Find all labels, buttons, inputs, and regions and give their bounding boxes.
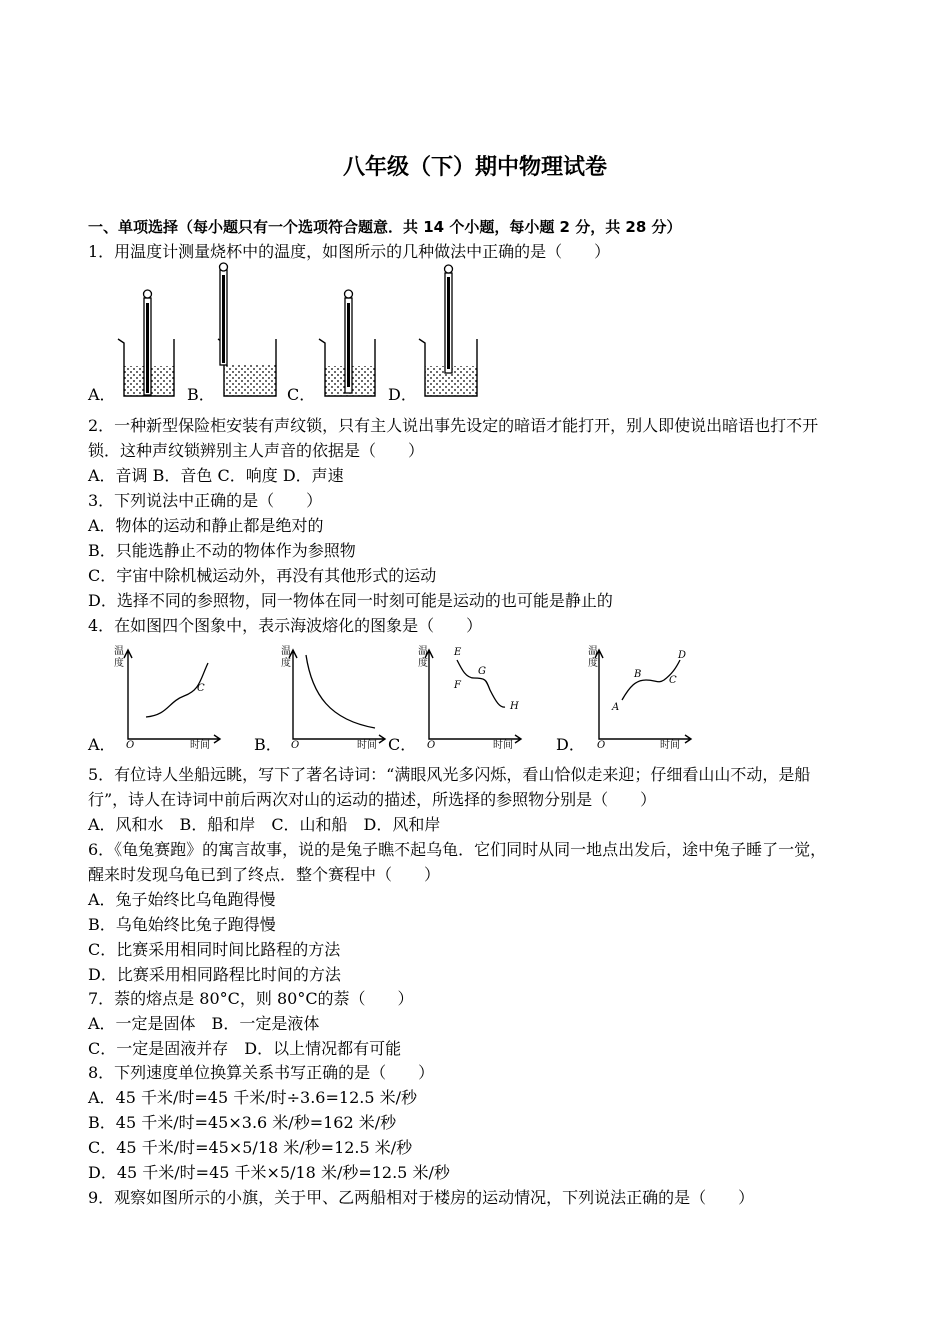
- question-6-stem-line2: 醒来时发现乌龟已到了终点．整个赛程中（ ）: [88, 865, 441, 884]
- q7-options-ab: A．一定是固体 B．一定是液体: [88, 1014, 320, 1033]
- q1-option-b-label: B．: [187, 385, 215, 404]
- section-heading: 一、单项选择（每小题只有一个选项符合题意．共 14 个小题，每小题 2 分，共 28 分）: [88, 218, 682, 236]
- question-7-stem: 7．萘的熔点是 80°C，则 80°C的萘（ ）: [88, 989, 414, 1008]
- question-4-stem: 4．在如图四个图象中，表示海波熔化的图象是（ ）: [88, 616, 483, 635]
- graph-c-ylabel-bottom: 度: [418, 658, 428, 669]
- graph-c-label-f: F: [454, 680, 461, 691]
- graph-b-origin: O: [291, 740, 300, 751]
- q6-option-c: C．比赛采用相同时间比路程的方法: [88, 940, 341, 959]
- question-2-stem-line1: 2．一种新型保险柜安装有声纹锁，只有主人说出事先设定的暗语才能打开，别人即使说出暗语也打不开: [88, 416, 819, 435]
- graph-a-label-c: C: [197, 683, 205, 694]
- question-8-stem: 8．下列速度单位换算关系书写正确的是（ ）: [88, 1063, 435, 1082]
- q4-option-a-label: A．: [88, 735, 116, 754]
- graph-a-origin: O: [126, 740, 135, 751]
- q3-option-c: C．宇宙中除机械运动外，再没有其他形式的运动: [88, 566, 437, 585]
- graph-b-curve: [306, 655, 375, 728]
- q4-option-d-label: D．: [556, 735, 585, 754]
- q8-option-a: A．45 千米/时=45 千米/时÷3.6=12.5 米/秒: [88, 1088, 417, 1107]
- question-9-stem: 9．观察如图所示的小旗，关于甲、乙两船相对于楼房的运动情况，下列说法正确的是（ ）: [88, 1188, 755, 1207]
- graph-d-ylabel-bottom: 度: [588, 658, 598, 669]
- graph-c-origin: O: [427, 740, 436, 751]
- q1-beaker-figures: [0, 265, 950, 405]
- graph-a-ylabel-bottom: 度: [114, 658, 124, 669]
- q1-option-c-label: C．: [287, 385, 316, 404]
- question-3-stem: 3．下列说法中正确的是（ ）: [88, 491, 323, 510]
- page-title: 八年级（下）期中物理试卷: [342, 155, 607, 180]
- graph-d-xlabel: 时间: [660, 740, 680, 751]
- beaker-c-diagram: [319, 290, 375, 396]
- graph-c-ylabel-top: 温: [418, 646, 428, 657]
- question-6-stem-line1: 6．《龟兔赛跑》的寓言故事，说的是兔子瞧不起乌龟．它们同时从同一地点出发后，途中兔子睡了一觉，: [88, 840, 827, 859]
- q7-options-cd: C．一定是固液并存 D．以上情况都有可能: [88, 1039, 402, 1058]
- graph-c-label-e: E: [454, 647, 462, 658]
- q1-option-d-label: D．: [388, 385, 417, 404]
- graph-c: [418, 645, 521, 751]
- graph-b-ylabel-bottom: 度: [281, 658, 291, 669]
- question-1-stem: 1．用温度计测量烧杯中的温度，如图所示的几种做法中正确的是（ ）: [88, 242, 611, 261]
- q1-option-a-label: A．: [88, 385, 116, 404]
- q6-option-a: A．兔子始终比乌龟跑得慢: [88, 890, 276, 909]
- graph-d-origin: O: [597, 740, 606, 751]
- q8-option-b: B．45 千米/时=45×3.6 米/秒=162 米/秒: [88, 1113, 397, 1132]
- question-5-stem-line2: 行”，诗人在诗词中前后两次对山的运动的描述，所选择的参照物分别是（ ）: [88, 790, 657, 809]
- graph-a-ylabel-top: 温: [114, 646, 124, 657]
- q3-option-d: D．选择不同的参照物，同一物体在同一时刻可能是运动的也可能是静止的: [88, 591, 613, 610]
- beaker-b-diagram: [218, 263, 276, 396]
- graph-d-label-c: C: [669, 675, 677, 686]
- graph-d: [588, 645, 691, 751]
- graph-c-label-g: G: [478, 666, 486, 677]
- graph-a: [114, 645, 220, 751]
- q8-option-c: C．45 千米/时=45×5/18 米/秒=12.5 米/秒: [88, 1138, 413, 1157]
- graph-d-ylabel-top: 温: [588, 646, 598, 657]
- graph-c-xlabel: 时间: [493, 740, 513, 751]
- graph-b-ylabel-top: 温: [281, 646, 291, 657]
- question-2-stem-line2: 锁．这种声纹锁辨别主人声音的依据是（ ）: [88, 441, 425, 460]
- q4-option-b-label: B．: [254, 735, 282, 754]
- q6-option-b: B．乌龟始终比兔子跑得慢: [88, 915, 276, 934]
- graph-a-xlabel: 时间: [190, 740, 210, 751]
- beaker-d-diagram: [419, 265, 477, 396]
- question-2-options: A．音调 B．音色 C．响度 D．声速: [88, 466, 344, 485]
- graph-d-label-a: A: [612, 702, 620, 713]
- question-5-options: A．风和水 B．船和岸 C．山和船 D．风和岸: [88, 815, 441, 834]
- q4-graphs: [0, 640, 950, 760]
- q3-option-a: A．物体的运动和静止都是绝对的: [88, 516, 324, 535]
- q3-option-b: B．只能选静止不动的物体作为参照物: [88, 541, 356, 560]
- graph-b-xlabel: 时间: [357, 740, 377, 751]
- graph-d-label-b: B: [634, 669, 642, 680]
- q4-option-c-label: C．: [388, 735, 417, 754]
- question-5-stem-line1: 5．有位诗人坐船远眺，写下了著名诗词：“满眼风光多闪烁，看山恰似走来迎；仔细看山山不动，是船: [88, 765, 811, 784]
- graph-d-label-d: D: [678, 650, 687, 661]
- graph-c-label-h: H: [510, 701, 519, 712]
- graph-b: [281, 645, 385, 751]
- q6-option-d: D．比赛采用相同路程比时间的方法: [88, 965, 341, 984]
- beaker-a-diagram: [118, 290, 174, 396]
- q8-option-d: D．45 千米/时=45 千米×5/18 米/秒=12.5 米/秒: [88, 1163, 450, 1182]
